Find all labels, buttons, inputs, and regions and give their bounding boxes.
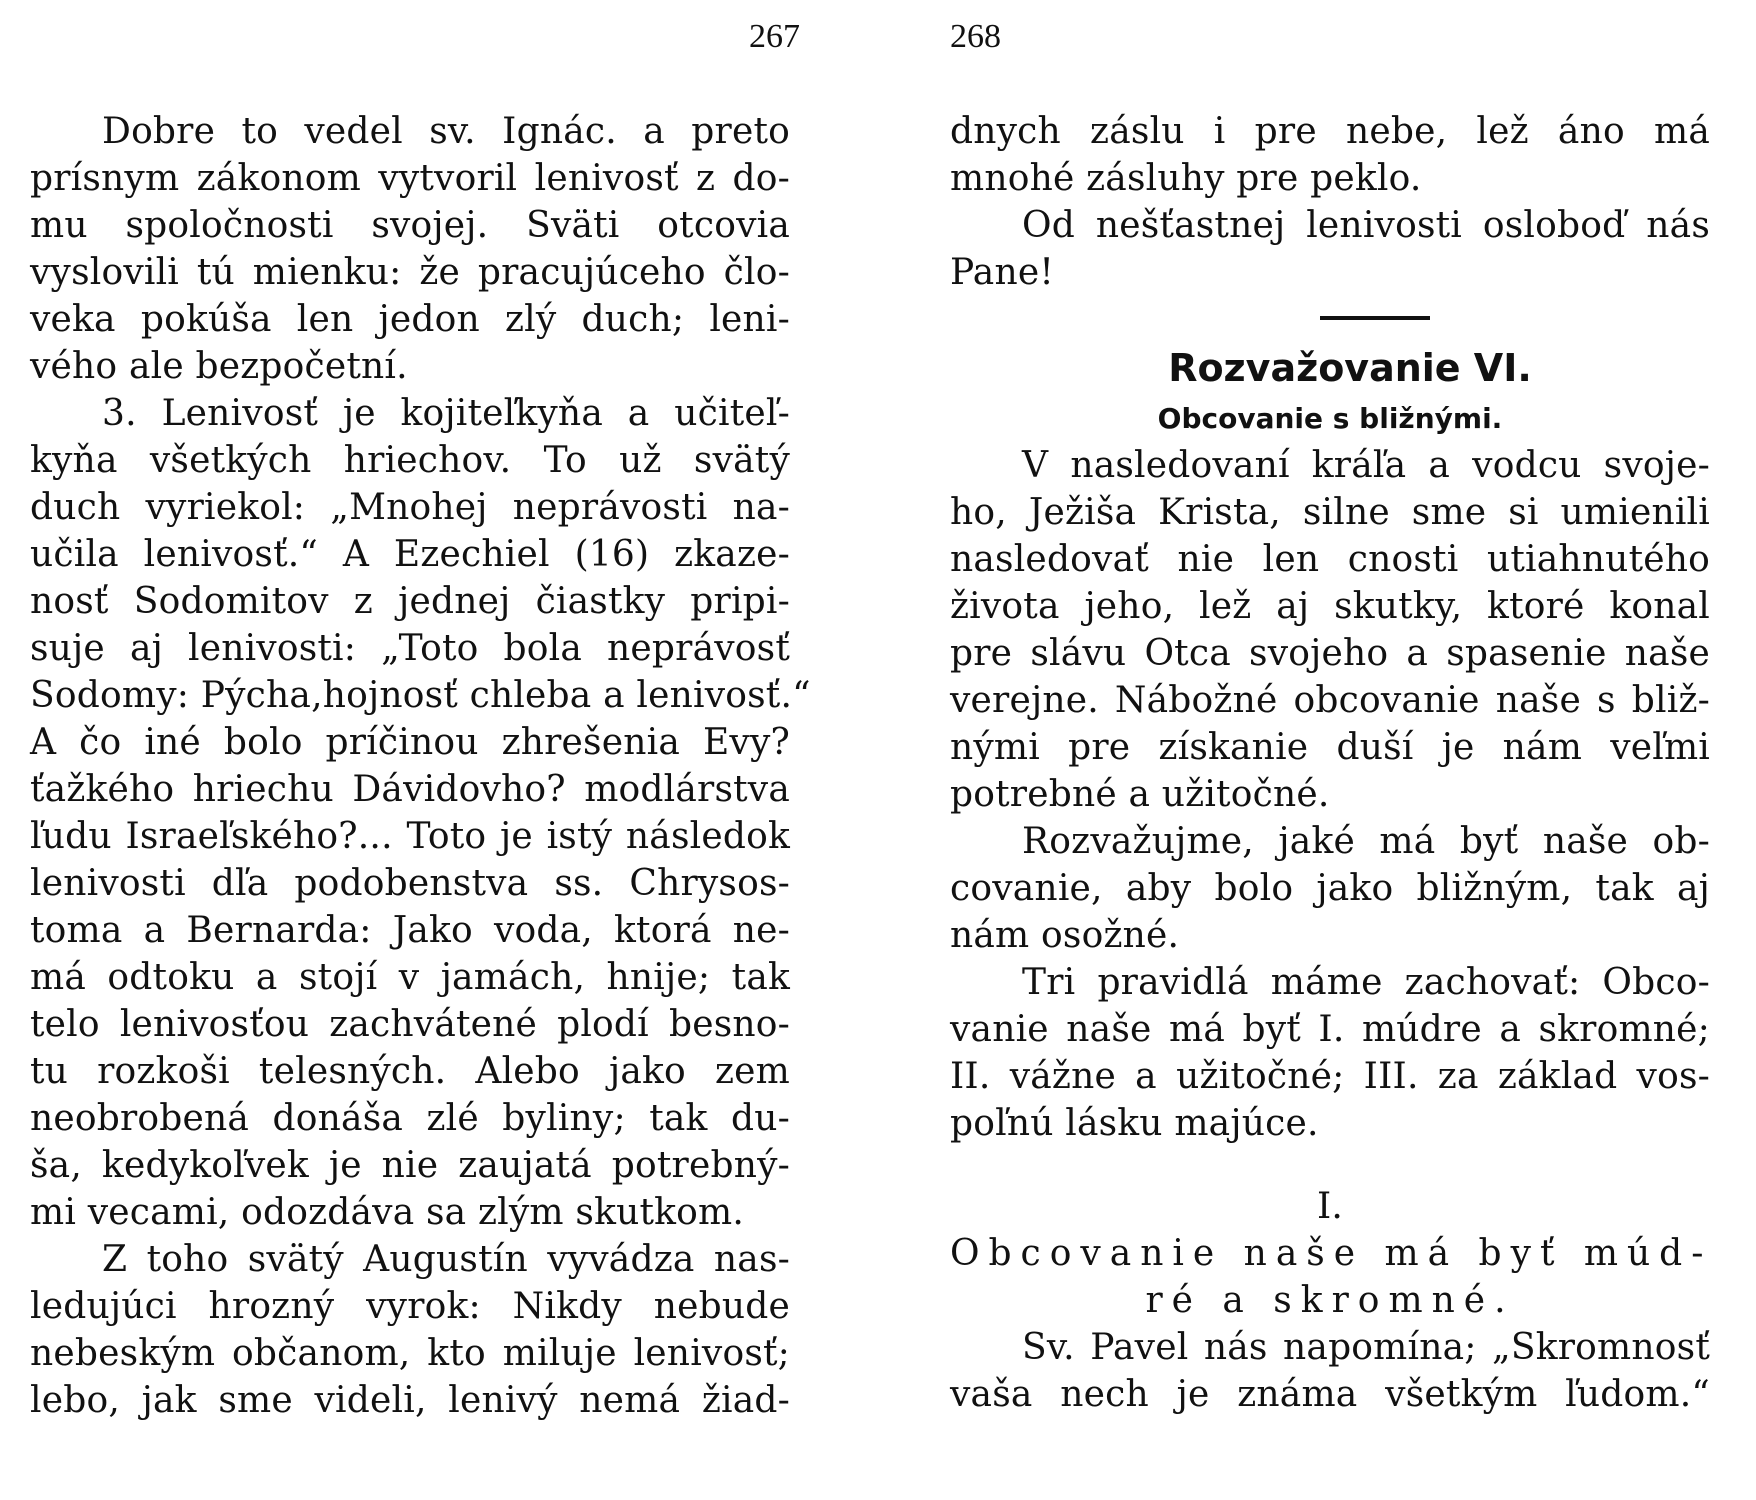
right-page xyxy=(950,0,1713,1500)
page-number: 267 xyxy=(749,18,800,55)
text-line: veka pokúša len jedon zlý duch; leni- xyxy=(30,299,790,340)
text-line: ho, Ježiša Krista, silne sme si umienili xyxy=(950,492,1710,533)
text-line: života jeho, lež aj skutky, ktoré konal xyxy=(950,586,1710,627)
text-line: lebo, jak sme videli, lenivý nemá žiad- xyxy=(30,1380,790,1421)
text-line: nosť Sodomitov z jednej čiastky pripi- xyxy=(30,581,790,622)
text-line: covanie, aby bolo jako bližným, tak aj xyxy=(950,868,1710,909)
text-line: Sodomy: Pýcha,hojnosť chleba a lenivosť.“ xyxy=(30,675,811,716)
text-line: vého ale bezpočetní. xyxy=(30,346,408,387)
page-body xyxy=(30,108,811,1424)
text-line: prísnym zákonom vytvoril lenivosť z do- xyxy=(30,158,790,199)
divider-rule xyxy=(1320,316,1430,320)
text-line: telo lenivosťou zachvátené plodí besno- xyxy=(30,1004,790,1045)
text-line: A čo iné bolo príčinou zhrešenia Evy? xyxy=(30,722,790,763)
text-line: vanie naše má byť I. múdre a skromné; xyxy=(950,1009,1710,1050)
section-title: Obcovanie naše má byť múd- xyxy=(950,1233,1713,1274)
text-line: Tri pravidlá máme zachovať: Obco- xyxy=(1022,962,1710,1003)
page-body xyxy=(950,108,1713,1418)
text-line: nasledovať nie len cnosti utiahnutého xyxy=(950,539,1710,580)
text-line: Z toho svätý Augustín vyvádza nas- xyxy=(102,1239,790,1280)
text-line: mi vecami, odozdáva sa zlým skutkom. xyxy=(30,1192,744,1233)
spacer xyxy=(950,1147,1710,1183)
text-line: pre slávu Otca svojeho a spasenie naše xyxy=(950,633,1710,674)
text-line: suje aj lenivosti: „Toto bola neprávosť xyxy=(30,628,790,669)
text-line: ša, kedykoľvek je nie zaujatá potrebný- xyxy=(30,1145,790,1186)
text-line: Pane! xyxy=(950,252,1055,293)
text-line: toma a Bernarda: Jako voda, ktorá ne- xyxy=(30,910,790,951)
text-line: 3. Lenivosť je kojiteľkyňa a učiteľ- xyxy=(102,393,790,434)
page-number: 268 xyxy=(950,18,1001,55)
text-line: vyslovili tú mienku: že pracujúceho člo- xyxy=(30,252,790,293)
text-line: Rozvažujme, jaké má byť naše ob- xyxy=(1022,821,1710,862)
text-line: ťažkého hriechu Dávidovho? modlárstva xyxy=(30,769,790,810)
text-line: potrebné a užitočné. xyxy=(950,774,1330,815)
section-title: ré a skromné. xyxy=(1145,1280,1515,1321)
section-number: I. xyxy=(1316,1186,1344,1227)
text-line: II. vážne a užitočné; III. za základ vos- xyxy=(950,1056,1710,1097)
text-line: mu spoločnosti svojej. Sväti otcovia xyxy=(30,205,790,246)
text-line: má odtoku a stojí v jamách, hnije; tak xyxy=(30,957,790,998)
text-line: duch vyriekol: „Mnohej neprávosti na- xyxy=(30,487,790,528)
text-line: vaša nech je známa všetkým ľudom.“ xyxy=(950,1374,1710,1415)
text-line: nými pre získanie duší je nám veľmi xyxy=(950,727,1710,768)
chapter-subtitle: Obcovanie s bližnými. xyxy=(1157,402,1503,435)
section-divider xyxy=(950,296,1710,340)
text-line: V nasledovaní kráľa a vodcu svoje- xyxy=(1022,445,1710,486)
text-line: učila lenivosť.“ A Ezechiel (16) zkaze- xyxy=(30,534,790,575)
text-line: Dobre to vedel sv. Ignác. a preto xyxy=(102,111,790,152)
left-page xyxy=(30,0,811,1500)
text-line: Sv. Pavel nás napomína; „Skromnosť xyxy=(1022,1327,1710,1368)
text-line: mnohé zásluhy pre peklo. xyxy=(950,158,1422,199)
text-line: Od nešťastnej lenivosti osloboď nás xyxy=(1022,205,1710,246)
text-line: tu rozkoši telesných. Alebo jako zem xyxy=(30,1051,790,1092)
text-line: dnych záslu i pre nebe, lež áno má xyxy=(950,111,1710,152)
text-line: nebeským občanom, kto miluje lenivosť; xyxy=(30,1333,790,1374)
text-line: nám osožné. xyxy=(950,915,1180,956)
text-line: ledujúci hrozný vyrok: Nikdy nebude xyxy=(30,1286,790,1327)
chapter-title: Rozvažovanie VI. xyxy=(1168,346,1532,390)
text-line: poľnú lásku majúce. xyxy=(950,1103,1319,1144)
text-line: ľudu Israeľského?... Toto je istý následok xyxy=(30,816,790,857)
text-line: neobrobená donáša zlé byliny; tak du- xyxy=(30,1098,790,1139)
text-line: lenivosti dľa podobenstva ss. Chrysos- xyxy=(30,863,790,904)
text-line: kyňa všetkých hriechov. To už svätý xyxy=(30,440,790,481)
text-line: verejne. Nábožné obcovanie naše s bliž- xyxy=(950,680,1710,721)
